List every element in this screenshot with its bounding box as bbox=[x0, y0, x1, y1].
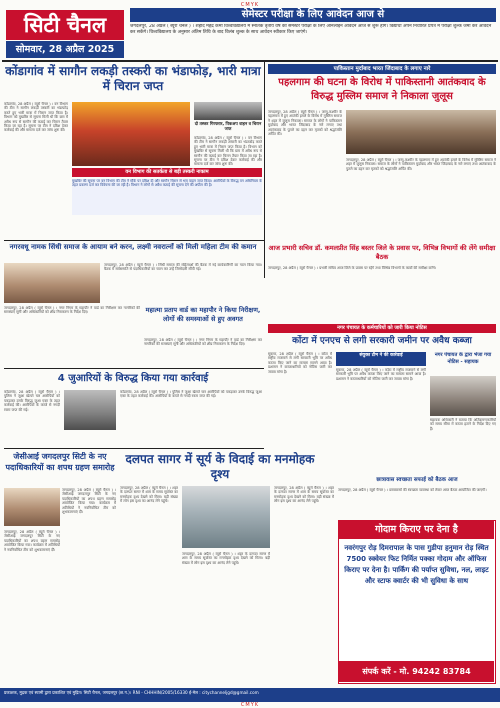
group-photo bbox=[4, 263, 100, 303]
konta-inset-headline: संयुक्त टीम ने की कार्रवाई bbox=[336, 352, 426, 366]
imprint-footer: प्रकाशक, मुद्रक एवं स्वामी द्वारा प्रकाशित एवं मुद्रित। सिटी चैनल, जगदलपुर (छ.ग.)। RNI - CHHHIN/2005/16330 ई-मेल : citychanneljgd@gmail.com bbox=[0, 688, 500, 702]
ad-headline: गोदाम किराए पर देना है bbox=[339, 521, 494, 539]
konta-side-headline: नगर पंचायत के द्वारा भेजा गया नोटिस - सहायक bbox=[434, 352, 492, 365]
gamblers-body: कोंडागांव, 28 अप्रैल ( ब्यूरो चैनल ) । पुलिस ने जुआ खेलते चार आरोपियों को पकड़कर उनके विरुद्ध जुआ एक्ट के तहत कार्रवाई की। आरोपियों के कब्जे से नगदी रकम जप्त की गई। bbox=[4, 390, 60, 412]
mahatma-body: जगदलपुर, 28 अप्रैल ( ब्यूरो चैनल ) । नगर निगम के महापौर ने वार्ड का निरीक्षण कर नागरिकों की समस्याएं सुनीं और अधिकारियों को शीघ्र निराकरण के निर्देश दिए। bbox=[4, 306, 140, 315]
mahatma-body-cont: जगदलपुर, 28 अप्रैल ( ब्यूरो चैनल ) । नगर निगम के महापौर ने वार्ड का निरीक्षण कर नागरिकों की समस्याएं सुनीं और अधिकारियों को शीघ्र निराकरण के निर्देश दिए। bbox=[144, 338, 262, 347]
gamblers-headline: 4 जुआरियों के विरुद्ध किया गया कार्रवाई bbox=[57, 373, 209, 384]
lake-sunset-photo bbox=[182, 486, 270, 548]
accused-photo bbox=[64, 390, 116, 430]
sagar-headline: दलपत सागर में सूर्य के विदाई का मनमोहक दृश्य bbox=[125, 452, 315, 481]
nagarwa-headline: नगरवधू नामक सिंधी समाज के आयाम बने करन, लक्ष्मी नवरात्नों को मिली महिला टीम की कमान bbox=[9, 243, 257, 251]
newspaper-name: सिटी चैनल bbox=[6, 10, 124, 40]
nagarwa-body: जगदलपुर, 28 अप्रैल ( ब्यूरो चैनल ) । सिंधी समाज की महिलाओं की बैठक में नई कार्यकारिणी का गठन किया गया। बैठक में सर्वसम्मति से पदाधिकारियों का चयन कर उन्हें जिम्मेदारी सौंपी गई। bbox=[104, 263, 262, 272]
lead-headline: सेमेस्टर परीक्षा के लिए आवेदन आज से bbox=[130, 8, 496, 22]
masthead bbox=[2, 8, 498, 62]
section-rule-2 bbox=[4, 368, 264, 369]
section-rule bbox=[4, 240, 264, 241]
hostel-body: जगदलपुर, 28 अप्रैल ( ब्यूरो चैनल ) । छात्रावासों की स्वच्छता व्यवस्था को लेकर आज बैठक आयोजित की जाएगी। bbox=[338, 488, 487, 492]
truck-photo bbox=[194, 102, 262, 120]
konta-side-body: सहायक अधिकारी ने बताया कि अतिक्रमणकारियों को समय सीमा में कब्जा हटाने के निर्देश दिए गए हैं। bbox=[430, 418, 496, 431]
column-divider bbox=[264, 62, 265, 278]
kondagaon-body: कोंडागांव, 28 अप्रैल ( ब्यूरो चैनल ) । वन विभाग की टीम ने सागौन लकड़ी तस्करी का भंडाफोड़ करते हुए भारी मात्रा में चिरान जप्त किया है। विभाग को मुखबिर से सूचना मिली थी कि ग्राम में अवैध रूप से सागौन की कटाई कर चिरान तैयार किया जा रहा है। सूचना पर टीम ने दबिश देकर कार्रवाई की और मामला दर्ज कर जांच शुरू की। bbox=[4, 102, 68, 133]
pahalgam-kicker: पाकिस्तान मुर्दाबाद भारत जिंदाबाद के लगाए नारे bbox=[268, 64, 496, 74]
sagar-body: जगदलपुर, 28 अप्रैल ( ब्यूरो चैनल ) । शहर के दलपत सागर में शाम के समय सूर्यास्त का मनमोहक दृश्य देखने को मिला। बड़ी संख्या में लोग इस दृश्य का आनंद लेने पहुंचे। bbox=[120, 486, 178, 504]
kondagaon-side-body: कोंडागांव, 28 अप्रैल ( ब्यूरो चैनल ) । वन विभाग की टीम ने सागौन लकड़ी तस्करी का भंडाफोड़ करते हुए भारी मात्रा में चिरान जप्त किया है। विभाग को मुखबिर से सूचना मिली थी कि ग्राम में अवैध रूप से सागौन की कटाई कर चिरान तैयार किया जा रहा है। सूचना पर टीम ने दबिश देकर कार्रवाई की और मामला दर्ज कर जांच शुरू की। bbox=[194, 136, 262, 166]
section-rule-3 bbox=[4, 448, 264, 449]
konta-headline: कोंटा में एनएच से लगी सरकारी जमीन पर अवैध कब्जा bbox=[292, 336, 472, 346]
masthead-logo bbox=[6, 10, 124, 58]
kondagaon-box-headline: वन विभाग की सतर्कता से बड़ी तस्करी नाकाम bbox=[72, 168, 262, 177]
crop-mark-bottom: CMYK bbox=[240, 702, 260, 708]
ambuja-body: जगदलपुर, 28 अप्रैल ( ब्यूरो चैनल ) । प्रभारी सचिव आज जिले के प्रवास पर रहेंगे तथा विभिन्न विभागों के कार्यों की समीक्षा करेंगे। bbox=[268, 266, 437, 270]
jci-body-cont: जगदलपुर, 28 अप्रैल ( ब्यूरो चैनल ) । जेसीआई जगदलपुर सिटी के नए पदाधिकारियों का शपथ ग्रहण समारोह आयोजित किया गया। कार्यक्रम में अतिथियों ने नवनिर्वाचित टीम को शुभकामनाएं दीं। bbox=[4, 530, 60, 552]
timber-photo bbox=[72, 102, 190, 166]
ad-body: नवरंगपुर रोड़ दिमरापाल के पास गुडीपा हनुमान रोड़ स्थित 7500 स्क्वेयर फिट निर्मित पक्का गोदाम और ऑफिस किराए पर देना है। पार्किंग की पर्याप्त सुविधा, नल, लाइट और स्टाफ क्वार्टर की भी सुविधा के साथ bbox=[344, 544, 489, 585]
official-photo bbox=[430, 376, 496, 416]
konta-body-cont: सुकमा, 28 अप्रैल ( ब्यूरो चैनल ) । कोंटा में राष्ट्रीय राजमार्ग से लगी सरकारी भूमि पर अवैध कब्जा किए जाने का मामला सामने आया है। प्रशासन ने कब्जाधारियों को नोटिस जारी कर जवाब मांगा है। bbox=[336, 368, 426, 381]
hostel-headline: छात्रावास स्वच्छता सफाई को बैठक आज bbox=[376, 477, 458, 483]
jci-headline: जेसीआई जगदलपुर सिटी के नए पदाधिकारियों का शपथ ग्रहण समारोह bbox=[5, 452, 115, 472]
ambuja-headline: आज प्रभारी सचिव डॉ. कमलप्रीत सिंह बस्तर जिले के प्रवास पर, विभिन्न विभागों की लेंगे समीक्षा बैठक bbox=[268, 244, 496, 261]
kondagaon-headline: कोंडागांव में सागौन लकड़ी तस्करी का भंडाफोड़, भारी मात्रा में चिरान जप्त bbox=[5, 64, 261, 93]
pahalgam-body-cont: जगदलपुर, 28 अप्रैल ( ब्यूरो चैनल ) । जम्मू-कश्मीर के पहलगाम में हुए आतंकी हमले के विरोध में मुस्लिम समाज ने शहर में जुलूस निकाला। समाज के लोगों ने पाकिस्तान मुर्दाबाद और भारत जिंदाबाद के नारे लगाए तथा आतंकवाद के पुतले का दहन कर मृतकों को श्रद्धांजलि अर्पित की। bbox=[346, 158, 496, 171]
pahalgam-headline: पहलगाम की घटना के विरोध में पाकिस्तानी आतंकवाद के विरुद्ध मुस्लिम समाज ने निकाला जुलूस bbox=[278, 77, 486, 102]
konta-body: सुकमा, 28 अप्रैल ( ब्यूरो चैनल ) । कोंटा में राष्ट्रीय राजमार्ग से लगी सरकारी भूमि पर अवैध कब्जा किए जाने का मामला सामने आया है। प्रशासन ने कब्जाधारियों को नोटिस जारी कर जवाब मांगा है। bbox=[268, 352, 332, 374]
sagar-body-cont: जगदलपुर, 28 अप्रैल ( ब्यूरो चैनल ) । शहर के दलपत सागर में शाम के समय सूर्यास्त का मनमोहक दृश्य देखने को मिला। बड़ी संख्या में लोग इस दृश्य का आनंद लेने पहुंचे। bbox=[182, 552, 270, 565]
kondagaon-photo-label: दो तस्कर गिरफ्तार, पिकअप वाहन व चिरान जप्त bbox=[194, 121, 262, 131]
jci-body: जगदलपुर, 28 अप्रैल ( ब्यूरो चैनल ) । जेसीआई जगदलपुर सिटी के नए पदाधिकारियों का शपथ ग्रहण समारोह आयोजित किया गया। कार्यक्रम में अतिथियों ने नवनिर्वाचित टीम को शुभकामनाएं दीं। bbox=[62, 488, 116, 515]
lead-body: जगदलपुर, 28 अप्रैल ( ब्यूरो चैनल ) । शहीद महेंद्र कर्मा विश्वविद्यालय में स्नातक तृतीय वर्ष की सेमेस्टर परीक्षा के लिए आनलाइन आवेदन आज से शुरू होंगे। विद्यार्थी अपने निर्धारित प्रपत्र में परीक्षा शुल्क जमा कर आवेदन कर सकेंगे। विश्वविद्यालय के अनुसार अंतिम तिथि के बाद विलंब शुल्क के साथ आवेदन स्वीकार किए जाएंगे। bbox=[130, 24, 492, 35]
protest-photo bbox=[346, 110, 496, 154]
konta-kicker: नगर पंचायत के कर्मचारियों को जारी किया नोटिस bbox=[268, 324, 496, 333]
jci-photo bbox=[4, 488, 60, 526]
issue-date: सोमवार, 28 अप्रैल 2025 bbox=[6, 41, 124, 58]
pahalgam-body: जगदलपुर, 28 अप्रैल ( ब्यूरो चैनल ) । जम्मू-कश्मीर के पहलगाम में हुए आतंकी हमले के विरोध में मुस्लिम समाज ने शहर में जुलूस निकाला। समाज के लोगों ने पाकिस्तान मुर्दाबाद और भारत जिंदाबाद के नारे लगाए तथा आतंकवाद के पुतले का दहन कर मृतकों को श्रद्धांजलि अर्पित की। bbox=[268, 110, 342, 137]
ad-contact: संपर्क करें - मो. 94242 83784 bbox=[339, 661, 494, 682]
gamblers-body-cont: कोंडागांव, 28 अप्रैल ( ब्यूरो चैनल ) । पुलिस ने जुआ खेलते चार आरोपियों को पकड़कर उनके विरुद्ध जुआ एक्ट के तहत कार्रवाई की। आरोपियों के कब्जे से नगदी रकम जप्त की गई। bbox=[120, 390, 262, 399]
kondagaon-box-body: मुखबिर की सूचना पर वन विभाग की टीम ने मौके पर दबिश दी और सागौन चिरान से भरा वाहन जप्त किया। आरोपियों के विरुद्ध वन अधिनियम के तहत प्रकरण दर्ज कर विवेचना की जा रही है। विभाग ने लोगों से अवैध कटाई की सूचना देने की अपील की है। bbox=[72, 179, 262, 215]
warehouse-ad bbox=[338, 520, 496, 684]
crop-mark-top: CMYK bbox=[240, 2, 260, 8]
sagar-body-col3: जगदलपुर, 28 अप्रैल ( ब्यूरो चैनल ) । शहर के दलपत सागर में शाम के समय सूर्यास्त का मनमोहक दृश्य देखने को मिला। बड़ी संख्या में लोग इस दृश्य का आनंद लेने पहुंचे। bbox=[274, 486, 334, 504]
lead-story bbox=[130, 8, 496, 58]
mahatma-headline: महात्मा प्रताप वार्ड का महापौर ने किया निरीक्षण, लोगों की समस्याओं से हुए अवगत bbox=[145, 306, 261, 323]
